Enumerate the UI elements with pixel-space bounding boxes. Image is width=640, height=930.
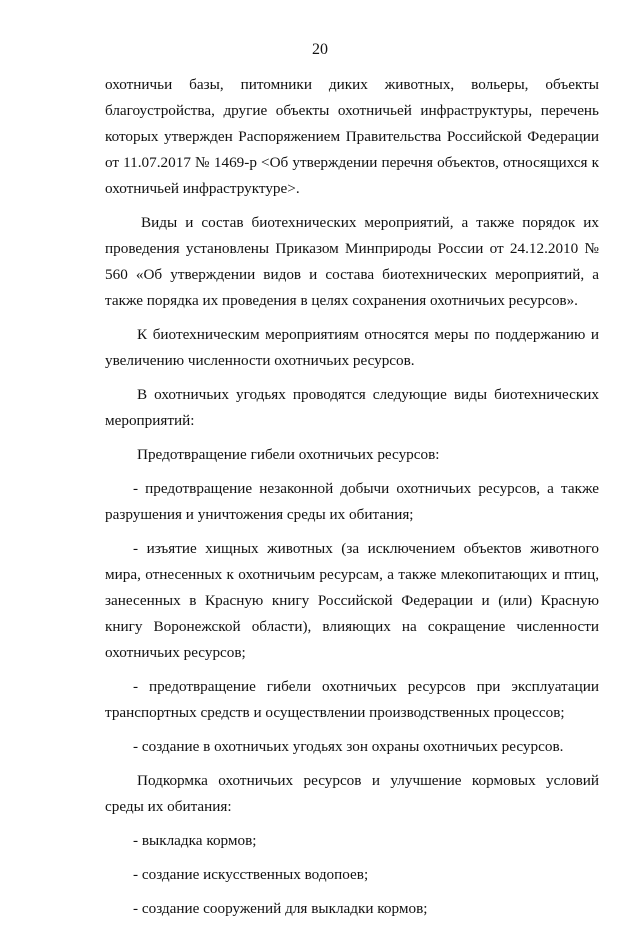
page-number: 20	[312, 41, 328, 58]
list-item: - предотвращение незаконной добычи охотничьих ресурсов, а также разрушения и уничтожения среды их обитания;	[105, 480, 599, 523]
paragraph-biotech-order: Виды и состав биотехнических мероприятий, а также порядок их проведения установлены Приказом Минприроды России от 24.12.2010 № 560 «Об утверждении видов и состава биотехнических мероприятий, а также порядка их проведения в целях сохранения охотничьих ресурсов».	[105, 214, 599, 309]
list-item: - создание сооружений для выкладки кормов;	[133, 900, 428, 917]
paragraph-biotech-measures: К биотехническим мероприятиям относятся меры по поддержанию и увеличению численности охотничьих ресурсов.	[105, 326, 599, 369]
section-heading-feeding: Подкормка охотничьих ресурсов и улучшение кормовых условий среды их обитания:	[105, 772, 599, 815]
list-item: - создание в охотничьих угодьях зон охраны охотничьих ресурсов.	[133, 738, 564, 755]
list-item: - создание искусственных водопоев;	[133, 866, 369, 883]
section-heading-prevention: Предотвращение гибели охотничьих ресурсов:	[137, 446, 440, 463]
paragraph-infrastructure: охотничьи базы, питомники диких животных, вольеры, объекты благоустройства, другие объекты охотничьей инфраструктуры, перечень которых утвержден Распоряжением Правительства Российской Федерации от 11.07.2017 № 1469-р <Об утверждении перечня объектов, относящихся к охотничьей инфраструктуре>.	[105, 76, 599, 197]
document-body	[105, 72, 599, 930]
list-item: - изъятие хищных животных (за исключением объектов животного мира, отнесенных к охотничьим ресурсам, а также млекопитающих и птиц, занесенных в Красную книгу Российской Федерации и (или) Красную книгу Воронежской области), влияющих на сокращение численности охотничьих ресурсов;	[105, 540, 599, 661]
list-item: - выкладка кормов;	[133, 832, 257, 849]
paragraph-biotech-types-intro: В охотничьих угодьях проводятся следующие виды биотехнических мероприятий:	[105, 386, 599, 429]
list-item: - предотвращение гибели охотничьих ресурсов при эксплуатации транспортных средств и осуществлении производственных процессов;	[105, 678, 599, 721]
